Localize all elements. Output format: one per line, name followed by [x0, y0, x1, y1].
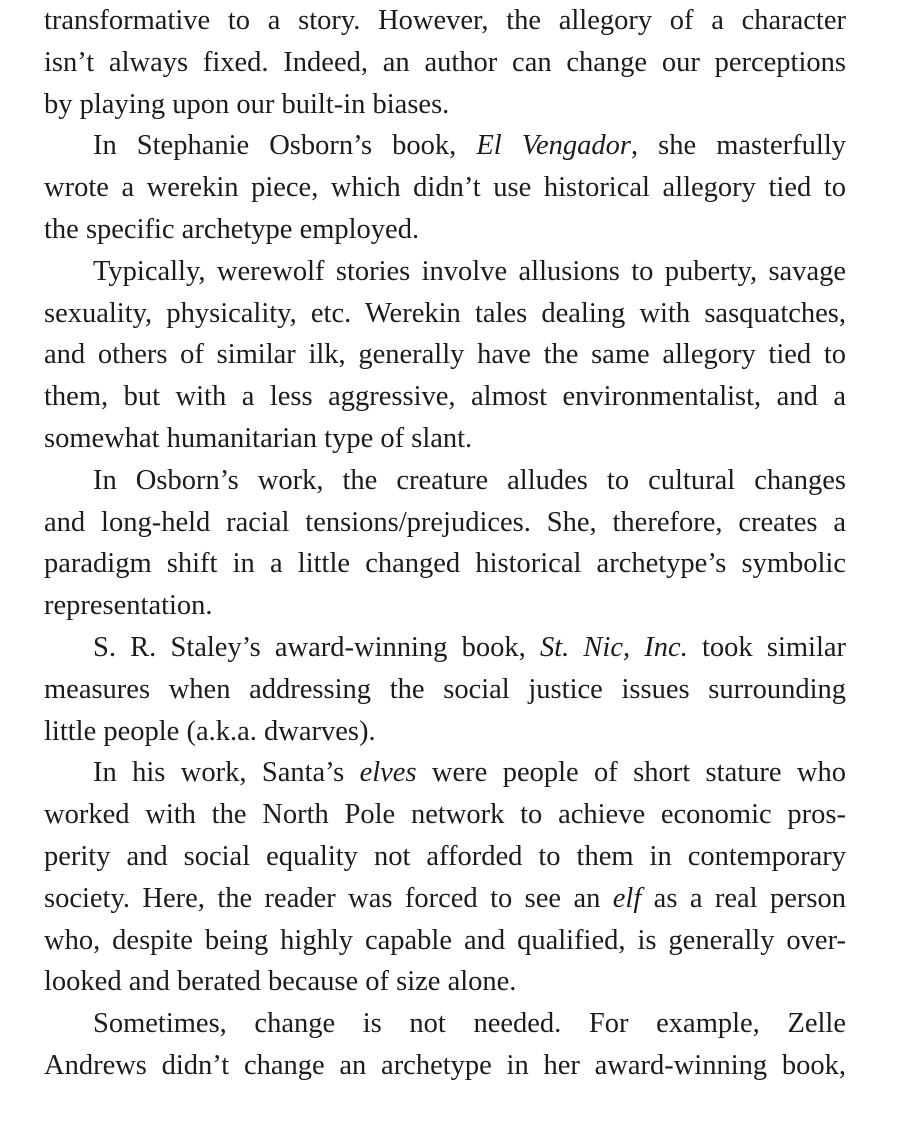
line-text: In Stephanie Osborn’s book, [93, 130, 477, 162]
line-text: worked with the North Pole network to achieve economic pros- [44, 799, 846, 831]
line-text: looked and berated because of size alone. [44, 966, 517, 998]
text-line [44, 627, 846, 669]
emphasis-italic: elf [612, 882, 642, 914]
line-text: Sometimes, change is not needed. For example, Zelle [93, 1008, 846, 1040]
text-line [44, 543, 846, 585]
line-text: representation. [44, 590, 213, 622]
text-line [44, 961, 846, 1003]
line-text: measures when addressing the social justice issues surrounding [44, 673, 846, 705]
line-text: perity and social equality not afforded to them in contemporary [44, 840, 846, 872]
line-text: sexuality, physicality, etc. Werekin tales dealing with sasquatches, [44, 297, 846, 329]
text-line [44, 418, 846, 460]
text-line [44, 251, 846, 293]
text-line [44, 125, 846, 167]
line-text: In his work, Santa’s [93, 757, 360, 789]
text-line [44, 84, 846, 126]
line-text: Typically, werewolf stories involve allusions to puberty, savage [93, 255, 846, 287]
text-line [44, 209, 846, 251]
line-text: were people of short stature who [416, 757, 846, 789]
text-line [44, 376, 846, 418]
text-line [44, 878, 846, 920]
line-text: society. Here, the reader was forced to see an [44, 882, 613, 914]
text-line [44, 42, 846, 84]
text-line [44, 920, 846, 962]
text-line [44, 669, 846, 711]
text-line [44, 794, 846, 836]
document-page [44, 0, 846, 1087]
text-line [44, 293, 846, 335]
line-text: In Osborn’s work, the creature alludes to cultural changes [93, 464, 846, 496]
line-text: Andrews didn’t change an archetype in her award-winning book, [44, 1049, 846, 1081]
text-line [44, 0, 846, 42]
book-title-italic: El Vengador [476, 130, 631, 162]
text-line [44, 711, 846, 753]
line-text: little people (a.k.a. dwarves). [44, 715, 376, 747]
line-text: them, but with a less aggressive, almost environmentalist, and a [44, 381, 846, 413]
line-text: isn’t always fixed. Indeed, an author can change our perceptions [44, 46, 846, 78]
line-text: and others of similar ilk, generally have the same allegory tied to [44, 339, 846, 371]
text-line [44, 502, 846, 544]
text-line [44, 167, 846, 209]
line-text: wrote a werekin piece, which didn’t use historical allegory tied to [44, 172, 846, 204]
line-text: the specific archetype employed. [44, 213, 420, 245]
line-text: somewhat humanitarian type of slant. [44, 422, 473, 454]
emphasis-italic: elves [359, 757, 417, 789]
line-text: as a real person [641, 882, 846, 914]
line-text: transformative to a story. However, the allegory of a character [44, 5, 846, 36]
text-line [44, 752, 846, 794]
text-line [44, 334, 846, 376]
text-line [44, 585, 846, 627]
book-title-italic: St. Nic, Inc. [539, 631, 688, 663]
line-text: and long-held racial tensions/prejudices. She, therefore, creates a [44, 506, 846, 538]
line-text: who, despite being highly capable and qualified, is generally over- [44, 924, 846, 956]
text-line [44, 836, 846, 878]
text-line [44, 460, 846, 502]
line-text: by playing upon our built-in biases. [44, 88, 450, 120]
line-text: , she masterfully [630, 130, 846, 162]
line-text: S. R. Staley’s award-winning book, [93, 631, 540, 663]
text-line [44, 1003, 846, 1045]
line-text: took similar [687, 631, 847, 663]
text-line [44, 1045, 846, 1087]
line-text: paradigm shift in a little changed historical archetype’s symbolic [44, 548, 846, 580]
